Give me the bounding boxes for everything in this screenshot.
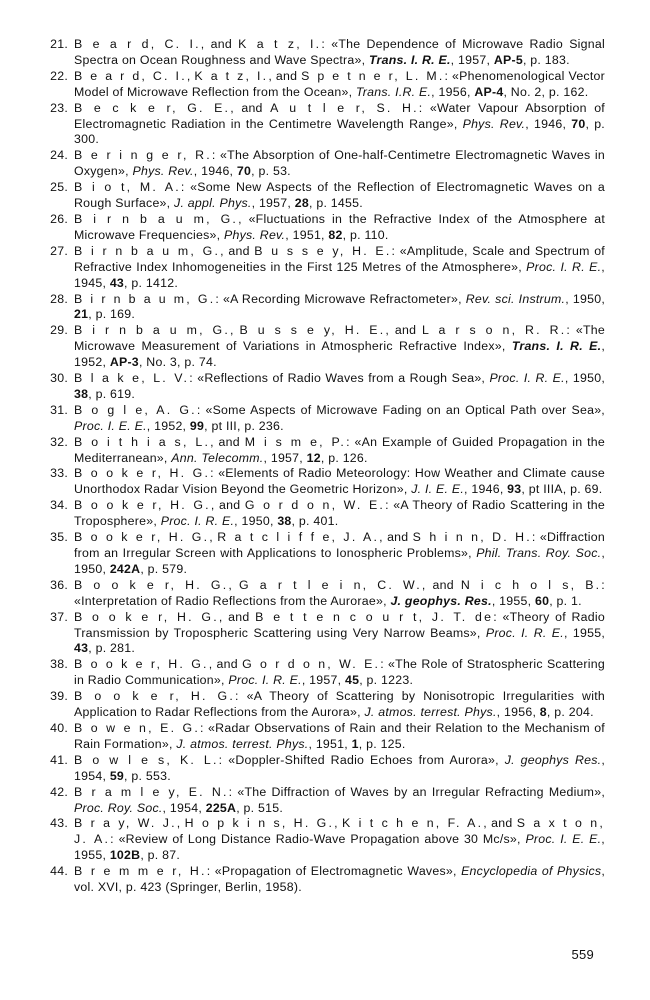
reference-author: S a x t o n, J. A.	[74, 816, 605, 847]
reference-author: L a r s o n, R. R.	[422, 323, 567, 338]
reference-text: ,	[334, 816, 343, 831]
reference-entry	[20, 785, 605, 817]
reference-journal: J. geophys Res.	[504, 752, 602, 767]
reference-entry	[20, 212, 605, 244]
reference-journal: Phys. Rev.	[132, 164, 194, 179]
reference-text: , 1957,	[450, 52, 494, 67]
reference-text: : «Water Vapour Absorption of Electromagnetic Radiation in the Centimetre Wavelength Range»,	[74, 100, 605, 131]
reference-text: , p. 281.	[88, 641, 136, 656]
reference-text: , p. 619.	[88, 386, 136, 401]
reference-text: , 1951,	[285, 227, 329, 242]
reference-volume: 43	[74, 641, 89, 656]
reference-text: , p. 110.	[342, 227, 389, 242]
reference-text: ,	[186, 68, 195, 83]
reference-number: 36.	[50, 577, 68, 592]
reference-text: , No. 3, p. 74.	[138, 355, 217, 370]
reference-text: : «The Dependence of Microwave Radio Signal Spectra on Ocean Roughness and Wave Spectra»,	[74, 37, 605, 67]
reference-text: , 1946,	[193, 164, 237, 179]
reference-number: 41.	[50, 752, 68, 767]
reference-number: 40.	[50, 720, 68, 735]
reference-text: : «Some Aspects of Microwave Fading on an Optical Path over Sea»,	[196, 402, 605, 417]
reference-entry	[20, 244, 605, 292]
reference-text: , p. 125.	[358, 736, 406, 751]
reference-author: H o p k i n s, H. G.	[184, 816, 335, 831]
reference-text: , p. 401.	[291, 514, 339, 529]
reference-journal: Trans. I. R. E.	[368, 52, 451, 67]
reference-journal: Proc. I. E. E.	[525, 832, 602, 847]
reference-text: : «A Recording Microwave Refractometer»,	[215, 291, 466, 306]
reference-number: 37.	[50, 609, 68, 624]
reference-author: S h i n n, D. H.	[412, 530, 532, 545]
reference-number: 38.	[50, 657, 68, 672]
reference-number: 35.	[50, 530, 68, 545]
reference-text: , 1956,	[496, 705, 540, 720]
reference-text: , p. 169.	[88, 307, 136, 322]
reference-journal: Phil. Trans. Roy. Soc.	[476, 546, 602, 560]
reference-author: M i s m e, P.	[244, 434, 347, 449]
reference-text: , 1946,	[464, 482, 508, 497]
reference-author: B r a m l e y, E. N.	[74, 784, 229, 799]
reference-volume: 1	[351, 736, 359, 751]
reference-text: , p. 1412.	[124, 275, 178, 290]
reference-journal: Encyclopedia of Physics	[461, 864, 602, 879]
reference-author: K a t z, I.	[194, 68, 269, 83]
reference-author: B i r n b a u m, G.	[74, 243, 221, 258]
reference-number: 25.	[50, 180, 68, 195]
reference-entry	[20, 466, 605, 498]
reference-journal: J. appl. Phys.	[174, 196, 252, 211]
reference-text: : «The Diffraction of Waves by an Irregular Refracting Medium»,	[228, 784, 605, 799]
reference-text: , p. 1223.	[359, 673, 414, 688]
reference-number: 43.	[50, 816, 68, 831]
reference-volume: 242A	[109, 561, 141, 576]
reference-entry	[20, 292, 605, 324]
reference-text: , 1957,	[251, 196, 295, 211]
reference-author: B o w e n, E. G.	[74, 720, 201, 735]
reference-author: B u s s e y, H. E.	[239, 323, 386, 338]
reference-text: : «Diffraction from an Irregular Screen with Applications to Ionospheric Problems»,	[74, 530, 605, 560]
reference-volume: 93	[507, 482, 522, 497]
reference-text: , and	[220, 243, 255, 258]
reference-text: : «Elements of Radio Meteorology: How Weather and Climate cause Unorthodox Radar Vision Beyond the Geometric Horizon»,	[74, 466, 605, 497]
reference-number: 22.	[50, 68, 68, 83]
reference-author: B i o t, M. A.	[74, 180, 181, 195]
reference-number: 34.	[50, 498, 68, 513]
reference-author: B o g l e, A. G.	[74, 402, 197, 417]
reference-entry	[20, 610, 605, 658]
reference-text: , and	[210, 498, 245, 513]
reference-text: ,	[176, 816, 185, 831]
reference-text: , p. 1455.	[308, 196, 363, 211]
reference-journal: Proc. I. R. E.	[485, 625, 564, 640]
reference-list	[20, 37, 605, 896]
reference-text: , 1954,	[162, 800, 206, 815]
reference-number: 31.	[50, 402, 68, 417]
reference-journal: J. I. E. E.	[411, 482, 465, 497]
reference-volume: 82	[328, 227, 343, 242]
reference-volume: 38	[74, 386, 89, 401]
reference-number: 32.	[50, 434, 68, 449]
reference-volume: 12	[306, 450, 321, 465]
reference-author: B o w l e s, K. L.	[74, 752, 219, 767]
reference-volume: 70	[571, 116, 586, 131]
reference-text: , 1950,	[234, 514, 278, 529]
reference-entry	[20, 657, 605, 689]
reference-text: , p. 1.	[549, 593, 582, 608]
reference-journal: Ann. Telecomm.	[171, 450, 264, 465]
reference-author: B o o k e r, H. G.	[74, 609, 219, 624]
reference-entry	[20, 864, 605, 896]
reference-text: , 1952,	[74, 339, 605, 370]
reference-author: B e c k e r, G. E.	[74, 100, 231, 115]
reference-author: B e r i n g e r, R.	[74, 148, 212, 163]
reference-volume: 225A	[205, 800, 237, 815]
reference-author: B o i t h i a s, L.	[74, 434, 211, 449]
reference-entry	[20, 101, 605, 149]
reference-text: , and	[385, 323, 423, 338]
reference-text: , p. 87.	[140, 848, 181, 863]
reference-author: B o o k e r, H. G.	[74, 530, 210, 545]
reference-volume: AP-3	[109, 355, 139, 370]
reference-author: S p e t n e r, L. M.	[301, 68, 445, 83]
reference-text: : «Amplitude, Scale and Spectrum of Refractive Index Inhomogeneities in the First 125 Metres of the Atmosphere»,	[74, 243, 605, 274]
reference-volume: 60	[534, 593, 550, 608]
reference-text: , pt III, p. 236.	[204, 418, 284, 433]
reference-author: B l a k e, L. V.	[74, 371, 190, 386]
reference-text: , p. 300.	[74, 116, 605, 147]
reference-author: B o o k e r, H. G.	[74, 657, 209, 672]
reference-text: , 1957,	[263, 450, 307, 465]
reference-text: , 1946,	[525, 116, 572, 131]
reference-text: , and	[268, 68, 302, 83]
reference-author: B e a r d, C. I.	[74, 68, 187, 83]
reference-text: : «Propagation of Electromagnetic Waves»,	[206, 864, 462, 879]
reference-text: : «Interpretation of Radio Reflections from the Aurorae»,	[74, 577, 605, 608]
reference-number: 23.	[50, 100, 68, 115]
reference-journal: Proc. I. R. E.	[526, 259, 602, 274]
reference-text: , 1957,	[301, 673, 345, 688]
reference-volume: 99	[189, 418, 205, 433]
reference-entry	[20, 753, 605, 785]
reference-journal: Trans. I. R. E.	[511, 339, 602, 354]
reference-author: B e a r d, C. I.	[74, 37, 201, 51]
reference-journal: J. geophys. Res.	[390, 593, 492, 608]
reference-text: , 1954,	[74, 752, 606, 783]
reference-text: , and	[218, 609, 256, 624]
reference-volume: AP-4	[474, 84, 504, 99]
reference-text: , and	[210, 434, 245, 449]
reference-journal: Proc. I. R. E.	[160, 514, 235, 529]
reference-text: , 1952,	[146, 418, 190, 433]
reference-entry	[20, 69, 605, 101]
reference-text: , p. 204.	[546, 705, 594, 720]
reference-text: , 1950,	[564, 371, 605, 386]
reference-number: 30.	[50, 371, 68, 386]
reference-number: 39.	[50, 689, 68, 704]
reference-text: ,	[230, 323, 240, 338]
reference-entry	[20, 371, 605, 403]
reference-text: : «Review of Long Distance Radio-Wave Propagation above 30 Mc/s»,	[110, 832, 526, 847]
reference-volume: 38	[277, 514, 292, 529]
reference-text: , vol. XVI, p. 423 (Springer, Berlin, 1958).	[74, 864, 605, 895]
reference-entry	[20, 530, 605, 578]
reference-text: : «Radar Observations of Rain and their Relation to the Mechanism of Rain Formation»,	[74, 720, 605, 751]
reference-text: , No. 2, p. 162.	[503, 84, 589, 99]
reference-text: : «Some New Aspects of the Reflection of Electromagnetic Waves on a Rough Surface»,	[74, 180, 605, 211]
reference-author: B u s s e y, H. E.	[254, 243, 392, 258]
reference-text: , and	[483, 816, 517, 831]
reference-text: : «Theory of Radio Transmission by Tropospheric Scattering using Very Narrow Beams»,	[74, 609, 606, 640]
reference-text: , 1950,	[565, 291, 605, 306]
page-number: 559	[571, 947, 594, 962]
reference-journal: Proc. Roy. Soc.	[74, 800, 163, 815]
reference-volume: 45	[344, 673, 360, 688]
reference-entry	[20, 498, 605, 530]
reference-number: 33.	[50, 466, 68, 481]
reference-text: , 1950,	[74, 546, 605, 576]
reference-volume: 59	[109, 768, 125, 783]
reference-text: , p. 183.	[522, 52, 570, 67]
reference-journal: Rev. sci. Instrum.	[465, 291, 566, 306]
reference-volume: 8	[539, 705, 547, 720]
reference-text: ,	[228, 577, 240, 592]
reference-author: B o o k e r, H. G.	[74, 498, 211, 513]
reference-entry	[20, 323, 605, 371]
reference-author: G o r d o n, W. E.	[242, 657, 381, 672]
reference-number: 26.	[50, 211, 68, 226]
reference-volume: 102B	[109, 848, 141, 863]
reference-journal: Proc. I. E. E.	[74, 418, 147, 433]
reference-journal: Trans. I.R. E.	[355, 84, 432, 99]
reference-text: , 1955,	[563, 625, 605, 640]
reference-number: 21.	[50, 37, 68, 51]
reference-volume: AP-5	[493, 52, 523, 67]
reference-text: , 1955,	[74, 832, 605, 863]
reference-text: , p. 515.	[236, 800, 284, 815]
reference-text: , and	[421, 577, 461, 592]
reference-text: , and	[379, 530, 413, 545]
reference-entry	[20, 721, 605, 753]
reference-text: : «The Absorption of One-half-Centimetre Electromagnetic Waves in Oxygen»,	[74, 148, 606, 179]
reference-text: : «A Theory of Scattering by Nonisotropic Irregularities with Application to Radar Reflections from the Aurora»,	[74, 689, 605, 720]
reference-text: , 1951,	[308, 736, 352, 751]
reference-number: 24.	[50, 148, 68, 163]
reference-journal: Phys. Rev.	[224, 227, 286, 242]
reference-text: , p. 53.	[251, 164, 291, 179]
reference-author: B i r n b a u m, G.	[74, 211, 239, 226]
reference-entry	[20, 148, 605, 180]
reference-author: R a t c l i f f e, J. A.	[217, 530, 380, 545]
reference-author: N i c h o l s, B.	[460, 577, 602, 592]
reference-journal: Proc. I. R. E.	[228, 673, 302, 688]
reference-author: B o o k e r, H. G.	[74, 466, 211, 481]
reference-text: : «Reflections of Radio Waves from a Rough Sea»,	[189, 371, 490, 386]
reference-entry	[20, 435, 605, 467]
reference-volume: 70	[236, 164, 252, 179]
reference-entry	[20, 578, 605, 610]
reference-author: K a t z, I.	[238, 37, 322, 51]
reference-journal: Proc. I. R. E.	[489, 371, 565, 386]
reference-author: B e t t e n c o u r t, J. T. de	[255, 609, 494, 624]
reference-author: B o o k e r, H. G.	[74, 689, 236, 704]
reference-volume: 43	[109, 275, 125, 290]
reference-text: , p. 553.	[124, 768, 171, 783]
reference-number: 44.	[50, 864, 68, 879]
reference-number: 42.	[50, 784, 68, 799]
reference-volume: 28	[294, 196, 309, 211]
reference-number: 27.	[50, 243, 68, 258]
reference-author: K i t c h e n, F. A.	[342, 816, 484, 831]
reference-text: , p. 126.	[320, 450, 368, 465]
reference-author: G a r t l e i n, C. W.	[239, 577, 422, 592]
reference-entry	[20, 403, 605, 435]
reference-text: : «The Role of Stratospheric Scattering in Radio Communication»,	[74, 657, 605, 688]
reference-author: A u t l e r, S. H.	[270, 100, 419, 115]
reference-entry	[20, 816, 605, 864]
reference-author: B i r n b a u m, G.	[74, 323, 230, 338]
reference-author: B r a y, W. J.	[74, 816, 177, 831]
reference-text: , pt IIIA, p. 69.	[521, 482, 603, 497]
reference-number: 29.	[50, 323, 68, 338]
reference-text: , and	[230, 100, 271, 115]
reference-number: 28.	[50, 291, 68, 306]
reference-text: : «Phenomenological Vector Model of Microwave Reflection from the Ocean»,	[74, 68, 605, 99]
reference-journal: J. atmos. terrest. Phys.	[176, 736, 309, 751]
reference-text: , p. 579.	[140, 561, 188, 576]
reference-journal: J. atmos. terrest. Phys.	[364, 705, 497, 720]
reference-text: , 1945,	[74, 259, 605, 290]
reference-entry	[20, 689, 605, 721]
reference-text: ,	[209, 530, 218, 545]
reference-text: : «Doppler-Shifted Radio Echoes from Aurora»,	[218, 752, 505, 767]
reference-author: G o r d o n, W. E.	[244, 498, 386, 513]
reference-text: : «A Theory of Radio Scattering in the Troposphere»,	[74, 498, 605, 529]
reference-text: , 1955,	[491, 593, 535, 608]
reference-text: , «Fluctuations in the Refractive Index of the Atmosphere at Microwave Frequencies»,	[74, 211, 605, 242]
reference-entry	[20, 37, 605, 69]
reference-text: : «An Example of Guided Propagation in the Mediterranean»,	[74, 434, 606, 465]
reference-text: , and	[208, 657, 243, 672]
reference-text: , and	[200, 37, 239, 51]
reference-volume: 21	[74, 307, 89, 322]
reference-text: , 1956,	[431, 84, 475, 99]
reference-text: : «The Microwave Measurement of Variations in Atmospheric Refractive Index»,	[74, 323, 605, 354]
reference-entry	[20, 180, 605, 212]
reference-author: B o o k e r, H. G.	[74, 577, 229, 592]
reference-journal: Phys. Rev.	[462, 116, 526, 131]
reference-author: B r e m m e r, H.	[74, 864, 207, 879]
reference-author: B i r n b a u m, G.	[74, 291, 216, 306]
